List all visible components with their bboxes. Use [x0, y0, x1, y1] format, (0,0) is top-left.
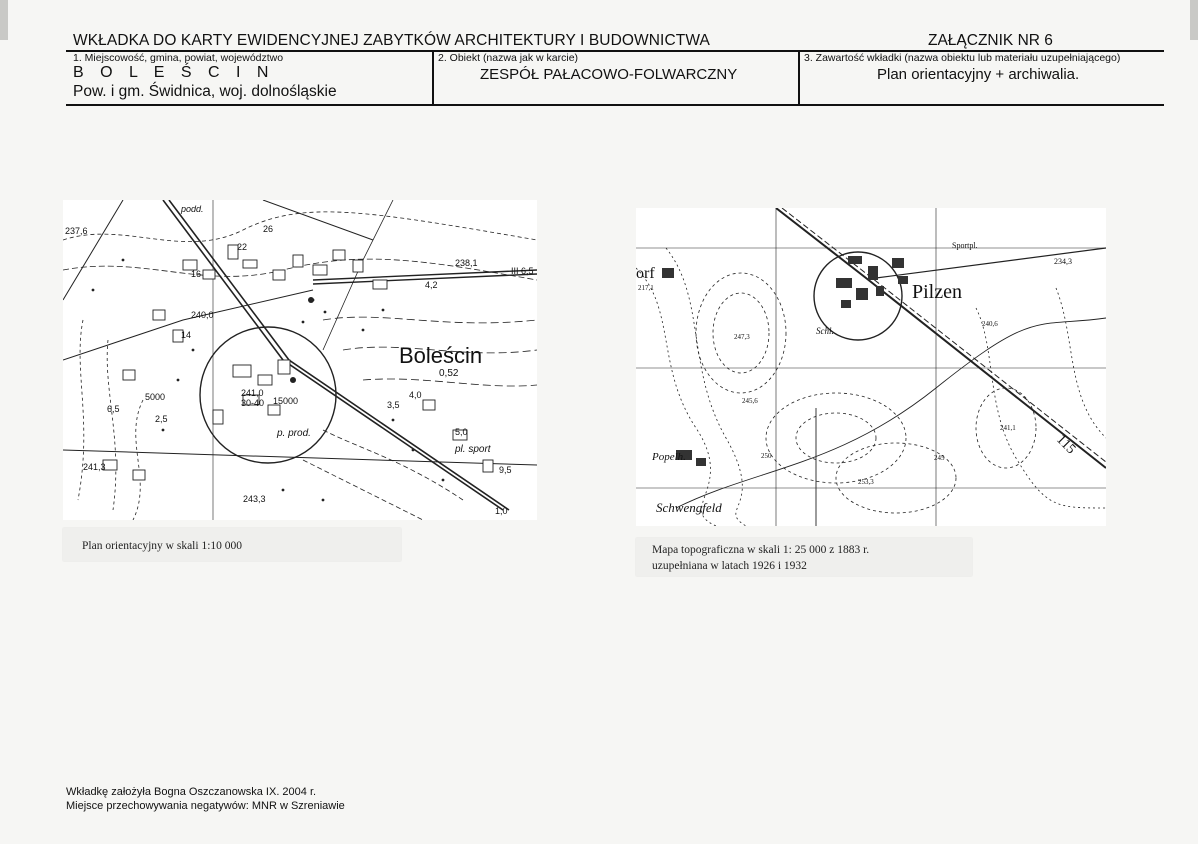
topographic-map-drawing — [636, 208, 1106, 526]
map-label: 5000 — [145, 392, 166, 402]
locality-name: B O L E Ś C I N — [73, 64, 275, 81]
map-label: 26 — [263, 224, 274, 234]
map-label: 253,3 — [858, 478, 874, 486]
document-title: WKŁADKA DO KARTY EWIDENCYJNEJ ZABYTKÓW ARCHITEKTURY I BUDOWNICTWA — [73, 32, 710, 49]
locality-admin: Pow. i gm. Świdnica, woj. dolnośląskie — [73, 83, 337, 100]
annex-number: ZAŁĄCZNIK NR 6 — [928, 32, 1053, 49]
map-place-label: Boleścin — [399, 343, 483, 368]
map-label: 6,5 — [107, 404, 120, 414]
map-label: 4,0 — [409, 390, 422, 400]
map-label: pl. sport — [455, 444, 491, 455]
map-label: 238,1 — [455, 258, 478, 268]
map-label: 241,0 — [241, 388, 264, 398]
map-label: Sportpl. — [952, 241, 978, 250]
orientation-map-drawing — [63, 200, 537, 520]
map-label: 241,1 — [1000, 424, 1016, 432]
map-label: 217,1 — [638, 284, 654, 292]
map-label: 3,5 — [387, 400, 400, 410]
map-label: Schl. — [816, 326, 834, 336]
map-label: podd. — [181, 204, 204, 214]
map-label: Popelh. — [652, 451, 686, 463]
author-note: Wkładkę założyła Bogna Oszczanowska IX. 2004 r. — [66, 786, 317, 798]
contents-value: Plan orientacyjny + archiwalia. — [877, 66, 1080, 83]
map-label: 2,5 — [155, 414, 168, 424]
scan-edge-mark — [0, 0, 8, 40]
map-label: Schwengfeld — [656, 500, 722, 515]
map-label: 234,3 — [1054, 257, 1072, 266]
right-map-caption-line: Mapa topograficzna w skali 1: 25 000 z 1883 r. — [652, 544, 870, 556]
map-label: 240,6 — [982, 320, 998, 328]
map-label: orf — [636, 265, 655, 282]
locality-label: 1. Miejscowość, gmina, powiat, województwo — [73, 52, 284, 64]
map-label: 243,3 — [243, 494, 266, 504]
map-label: 115 — [1053, 432, 1079, 458]
map-label: 237,6 — [65, 226, 88, 236]
map-label: 240,0 — [191, 310, 214, 320]
column-divider — [432, 51, 434, 105]
header-rule-bottom — [66, 104, 1164, 106]
map-label: 9,5 — [499, 465, 512, 475]
map-place-label: Pilzen — [912, 281, 962, 303]
map-label: 247,3 — [734, 333, 750, 341]
left-map-caption: Plan orientacyjny w skali 1:10 000 — [82, 540, 243, 552]
column-divider — [798, 51, 800, 105]
map-label: 15000 — [273, 396, 299, 406]
contents-label: 3. Zawartość wkładki (nazwa obiektu lub materiału uzupełniającego) — [804, 52, 1121, 64]
map-label: 14 — [181, 330, 192, 340]
map-label: 250 — [761, 452, 772, 460]
map-label: 241,3 — [83, 462, 106, 472]
map-label: 245 — [934, 454, 945, 462]
map-label: 22 — [237, 242, 248, 252]
scan-edge-mark — [1190, 0, 1198, 40]
map-label: 5,0 — [455, 427, 468, 437]
map-label: 245,6 — [742, 397, 758, 405]
map-label: III 6,5 — [511, 266, 534, 276]
right-map-caption-line: uzupełniana w latach 1926 i 1932 — [652, 560, 807, 572]
object-value: ZESPÓŁ PAŁACOWO-FOLWARCZNY — [480, 66, 738, 83]
topographic-map — [636, 208, 1106, 526]
map-label: 0,52 — [439, 368, 459, 379]
map-label: 4,2 — [425, 280, 438, 290]
object-label: 2. Obiekt (nazwa jak w karcie) — [438, 52, 579, 64]
map-label: p. prod. — [277, 428, 311, 439]
orientation-map — [63, 200, 537, 520]
map-label: 1,0 — [495, 506, 508, 516]
negatives-location: Miejsce przechowywania negatywów: MNR w Szreniawie — [66, 800, 345, 812]
map-label: 16 — [191, 269, 202, 279]
map-label: 30-40 — [241, 398, 265, 408]
